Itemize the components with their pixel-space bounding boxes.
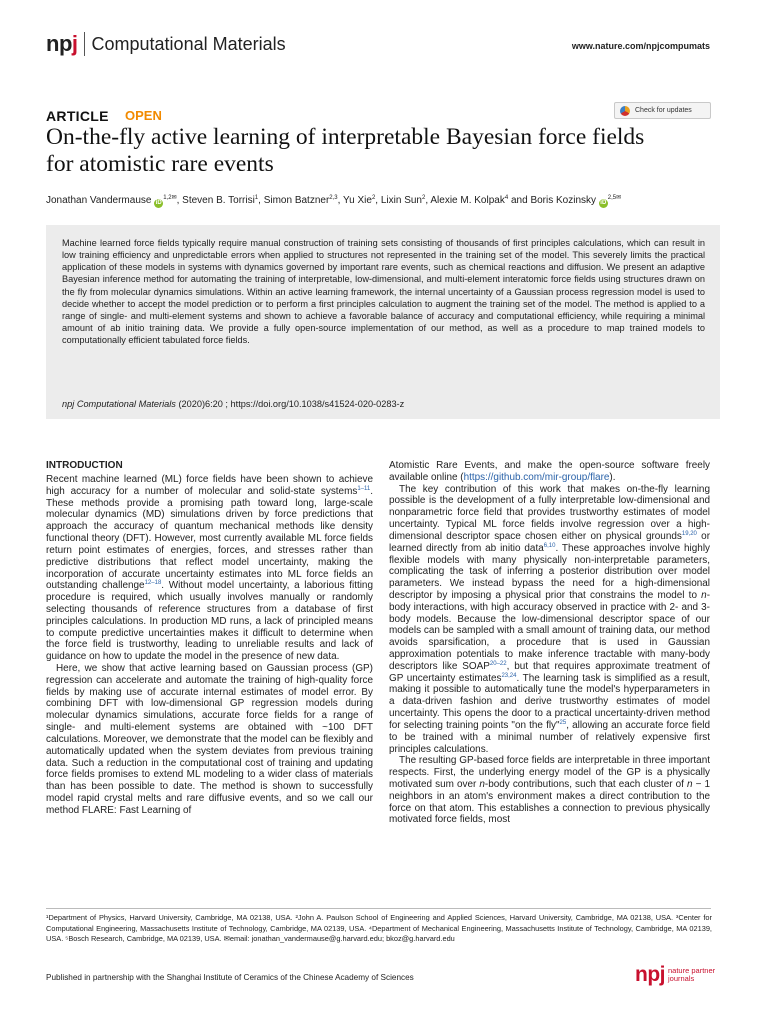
check-for-updates-button[interactable] — [614, 102, 711, 119]
author-name[interactable]: Alexie M. Kolpak — [430, 195, 505, 206]
body-paragraph: Recent machine learned (ML) force fields have been shown to achieve high accuracy for a number of molecular and solid-state systems$^{1-11}$. These methods provide a promising path toward long, large-scale molecular dynamics (MD) simulations driven by force predictions that approach the accuracy of quantum mechanical methods like density functional theory (DFT). However, most currently available ML force fields return point estimates of energies, forces, and stresses rather than predictive distributions that reflect model uncertainty, making the incorporation of accurate uncertainty estimates into ML force fields an outstanding challenge$^{12-18}$. Without model uncertainty, a laborious fitting procedure is required, which usually involves manually or randomly selecting thousands of reference structures from a database of first principles calculations. In production MD runs, a lack of principled means to compute predictive uncertainties makes it difficult to determine when the force field is trustworthy, leading to unreliable results and lack of guidance on how to update the model in the presence of new data. — [46, 474, 373, 663]
body-column-right — [389, 460, 710, 826]
orcid-icon[interactable]: iD — [600, 200, 607, 206]
logo-divider — [84, 32, 85, 56]
author-affiliation-sup: 1 — [254, 195, 259, 201]
reference-link[interactable]: 12–18 — [144, 580, 162, 587]
author-affiliation-sup: 2 — [422, 195, 426, 201]
nature-partner-journals-logo[interactable] — [635, 963, 715, 987]
author-name[interactable]: Yu Xie — [343, 195, 372, 206]
body-paragraph: The key contribution of this work that makes on-the-fly learning possible is the development of a fully interpretable low-dimensional and nonparametric force field that provides trustworthy estimates of model uncertainty. Typical ML force fields involve regression over a high-dimensional descriptor space chosen either on physical grounds$^{19,20}$ or learned directly from ab initio data$^{6,10}$. These approaches involve highly flexible models with many physically non-interpretable parameters, complicating the task of inferring a posterior distribution over model parameters. We instead bypass the need for a high-dimensional descriptor by imposing a physical prior that constrains the model to n-body interactions, with high accuracy observed in practice with 2- and 3-body models. Because the low-dimensional descriptor space of our models can be sampled with a small amount of training data, our method avoids sparsification, a procedure that is used in Gaussian approximation potentials to make inference tractable with many-body descriptors like SOAP$^{20-22}$, but that requires approximate treatment of GP uncertainty estimates$^{23,24}$. The learning task is simplified as a result, making it possible to automatically tune the model's hyperparameters in a data-driven fashion and derive trustworthy estimates of model uncertainty. This opens the door to a practical uncertainty-driven method for selecting training points "on the fly"$^{25}$, allowing an accurate force field to be trained with a minimal number of relatively expensive first principles calculations. — [389, 483, 711, 755]
citation-doi[interactable]: (2020)6:20 ; https://doi.org/10.1038/s41524-020-0283-z — [175, 399, 405, 409]
citation-journal: npj Computational Materials — [62, 399, 176, 409]
author-affiliation-sup: 2,3 — [329, 195, 338, 201]
reference-link[interactable]: 23,24 — [501, 672, 517, 679]
author-affiliation-sup: 2,5✉ — [607, 195, 622, 201]
open-access-label: OPEN — [125, 108, 162, 123]
npj-logo-mark: npj — [46, 31, 78, 56]
reference-link[interactable]: 19,20 — [681, 530, 697, 537]
orcid-icon[interactable]: iD — [155, 200, 162, 206]
npj-footer-mark: npj — [635, 963, 665, 986]
author-name[interactable]: Jonathan Vandermause — [46, 195, 152, 206]
reference-link[interactable]: 20–22 — [489, 660, 507, 667]
published-partnership-note: Published in partnership with the Shanghai Institute of Ceramics of the Chinese Academy of Sciences — [46, 973, 414, 982]
crossmark-icon — [620, 106, 630, 116]
journal-name: Computational Materials — [91, 33, 286, 54]
body-paragraph: Here, we show that active learning based on Gaussian process (GP) regression can accelerate and automate the training of high-quality force fields by making use of accurate internal estimates of model error. By combining DFT with low-dimensional GP regression models during molecular dynamics simulations, accurate force fields for a range of single- and multi-element systems are obtained with ~100 DFT calculations. Moreover, we demonstrate that the model can be flexibly and automatically updated when the system deviates from previous training data. Such a reduction in the computational cost of training and updating force fields promises to extend ML modeling to a wider class of materials than has been possible to date. The method is shown to successfully model rapid crystal melts and rare diffusive events, and so we call our method FLARE: Fast Learning of — [46, 663, 373, 816]
author-name[interactable]: Lixin Sun — [380, 195, 422, 206]
author-list: Jonathan Vandermause $iD^{1,2✉}$, Steven B. Torrisi$^1$, Simon Batzner$^{2,3}$, Yu Xie$^2$, Lixin Sun$^2$, Alexie M. Kolpak$^4$ and Boris Kozinsky $iD^{2,5✉}$ — [46, 195, 622, 206]
journal-url[interactable]: www.nature.com/npjcompumats — [571, 41, 710, 51]
reference-link[interactable]: 1–11 — [357, 485, 371, 492]
author-name[interactable]: Boris Kozinsky — [530, 195, 597, 206]
article-type-label: ARTICLE — [46, 108, 109, 124]
abstract-text: Machine learned force fields typically require manual construction of training sets consisting of thousands of first principles calculations, which can result in low training efficiency and unpredictable errors when applied to structures not represented in the training set of the model. This severely limits the practical application of these models in systems with dynamics governed by important rare events, such as chemical reactions and diffusion. We present an adaptive Bayesian inference method for automating the training of interpretable, low-dimensional, and multi-element interatomic force fields using structures drawn on the fly from molecular dynamics simulations. Within an active learning framework, the internal uncertainty of a Gaussian process regression model is used to decide whether to accept the model prediction or to perform a first principles calculation to augment the training set of the model. The method is applied to a range of single- and multi-element systems and shown to achieve a favorable balance of accuracy and computational efficiency, while requiring a minimal amount of ab initio training data. We provide a fully open-source implementation of our method, as well as a procedure to map trained models to computationally efficient tabulated force fields. — [62, 238, 705, 346]
affiliation-footnotes: ¹Department of Physics, Harvard University, Cambridge, MA 02138, USA. ²John A. Paulson School of Engineering and Applied Sciences, Harvard University, Cambridge, MA 02138, USA. ³Center for Computational Engineering, Massachusetts Institute of Technology, Cambridge, MA 02139, USA. ⁴Department of Mechanical Engineering, Massachusetts Institute of Technology, Cambridge, MA 02139, USA. ⁵Bosch Research, Cambridge, MA 02139, USA. ✉email: jonathan_vandermause@g.harvard.edu; bkoz@g.harvard.edu — [46, 913, 712, 943]
author-conjunction: and — [510, 195, 528, 206]
citation-line — [62, 399, 404, 409]
npj-footer-text: nature partner journals — [668, 966, 716, 983]
author-affiliation-sup: 1,2✉ — [163, 195, 177, 201]
body-paragraph: The resulting GP-based force fields are interpretable in three important respects. First, the underlying energy model of the GP is a physically motivated sum over n-body contributions, such that each cluster of n − 1 neighbors in an atom's environment makes a direct contribution to the force on that atom. This establishes a connection to previous physically motivated force fields, most — [389, 755, 710, 826]
author-name[interactable]: Steven B. Torrisi — [182, 195, 255, 206]
reference-link[interactable]: 6,10 — [543, 542, 556, 549]
journal-logo[interactable] — [46, 31, 286, 57]
article-title: On-the-fly active learning of interpretable Bayesian force fields for atomistic rare events — [46, 124, 645, 177]
author-affiliation-sup: 2 — [371, 195, 376, 201]
body-paragraph: Atomistic Rare Events, and make the open-source software freely available online (https://github.com/mir-group/flare). — [389, 460, 710, 483]
author-affiliation-sup: 4 — [504, 195, 509, 201]
footnote-divider — [46, 908, 711, 909]
reference-link[interactable]: 25 — [559, 719, 567, 726]
check-for-updates-label: Check for updates — [635, 107, 692, 114]
body-column-left — [46, 460, 373, 817]
author-name[interactable]: Simon Batzner — [263, 195, 330, 206]
github-link[interactable]: https://github.com/mir-group/flare — [463, 471, 610, 483]
section-heading-introduction: INTRODUCTION — [46, 460, 123, 471]
